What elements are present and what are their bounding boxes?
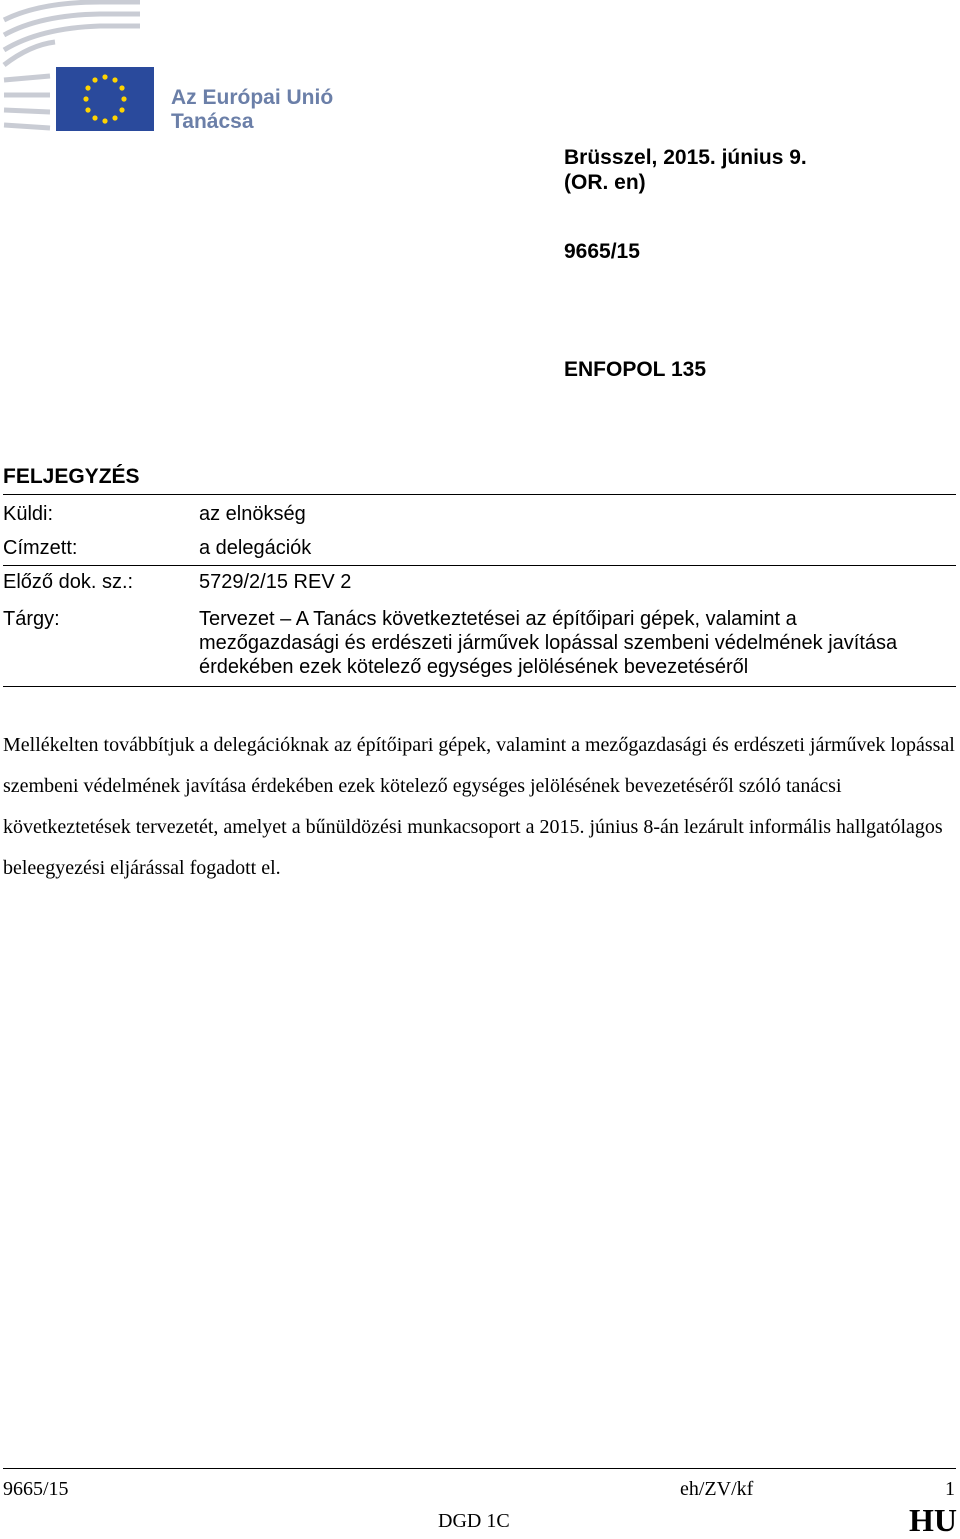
from-value: az elnökség xyxy=(199,503,306,525)
divider-bottom xyxy=(3,686,956,687)
council-name xyxy=(171,86,333,134)
body-paragraph: Mellékelten továbbítjuk a delegációknak az építőipari gépek, valamint a mezőgazdasági és erdészeti járművek lopással szembeni védelmének javítása érdekében ezek kötelező egységes jelölésének bevezetéséről szóló tanácsi következtetések tervezetét, amelyet a bűnüldözési munkacsoport a 2015. június 8-án lezárult informális hallgatólagos beleegyezési eljárással fogadott el. xyxy=(3,734,955,879)
footer-divider xyxy=(3,1468,956,1469)
footer-dg: DGD 1C xyxy=(438,1510,510,1532)
footer-initials: eh/ZV/kf xyxy=(680,1478,754,1500)
from-label: Küldi: xyxy=(3,503,54,525)
to-value: a delegációk xyxy=(199,537,312,559)
footer-language: HU xyxy=(909,1502,957,1538)
document-date: Brüsszel, 2015. június 9. xyxy=(564,146,807,169)
subject-label: Tárgy: xyxy=(3,608,60,630)
prev-doc-value: 5729/2/15 REV 2 xyxy=(199,571,352,593)
to-label: Címzett: xyxy=(3,537,78,559)
council-logo xyxy=(0,0,360,140)
divider-top xyxy=(3,494,956,495)
prev-doc-label: Előző dok. sz.: xyxy=(3,571,134,593)
council-name-line1: Az Európai Unió xyxy=(171,86,334,109)
footer-page-number: 1 xyxy=(945,1478,955,1500)
divider-mid xyxy=(3,565,956,566)
council-building-icon xyxy=(0,0,160,135)
footer-doc-number: 9665/15 xyxy=(3,1478,69,1500)
note-title: FELJEGYZÉS xyxy=(3,465,140,488)
council-name-line2: Tanácsa xyxy=(171,110,254,133)
original-language: (OR. en) xyxy=(564,171,646,194)
file-code: ENFOPOL 135 xyxy=(564,358,706,381)
document-number: 9665/15 xyxy=(564,240,640,263)
subject-value: Tervezet – A Tanács következtetései az építőipari gépek, valamint a mezőgazdasági és erdészeti járművek lopással szembeni védelmének javítása érdekében ezek kötelező egységes jelölésének bevezetéséről xyxy=(199,608,898,678)
